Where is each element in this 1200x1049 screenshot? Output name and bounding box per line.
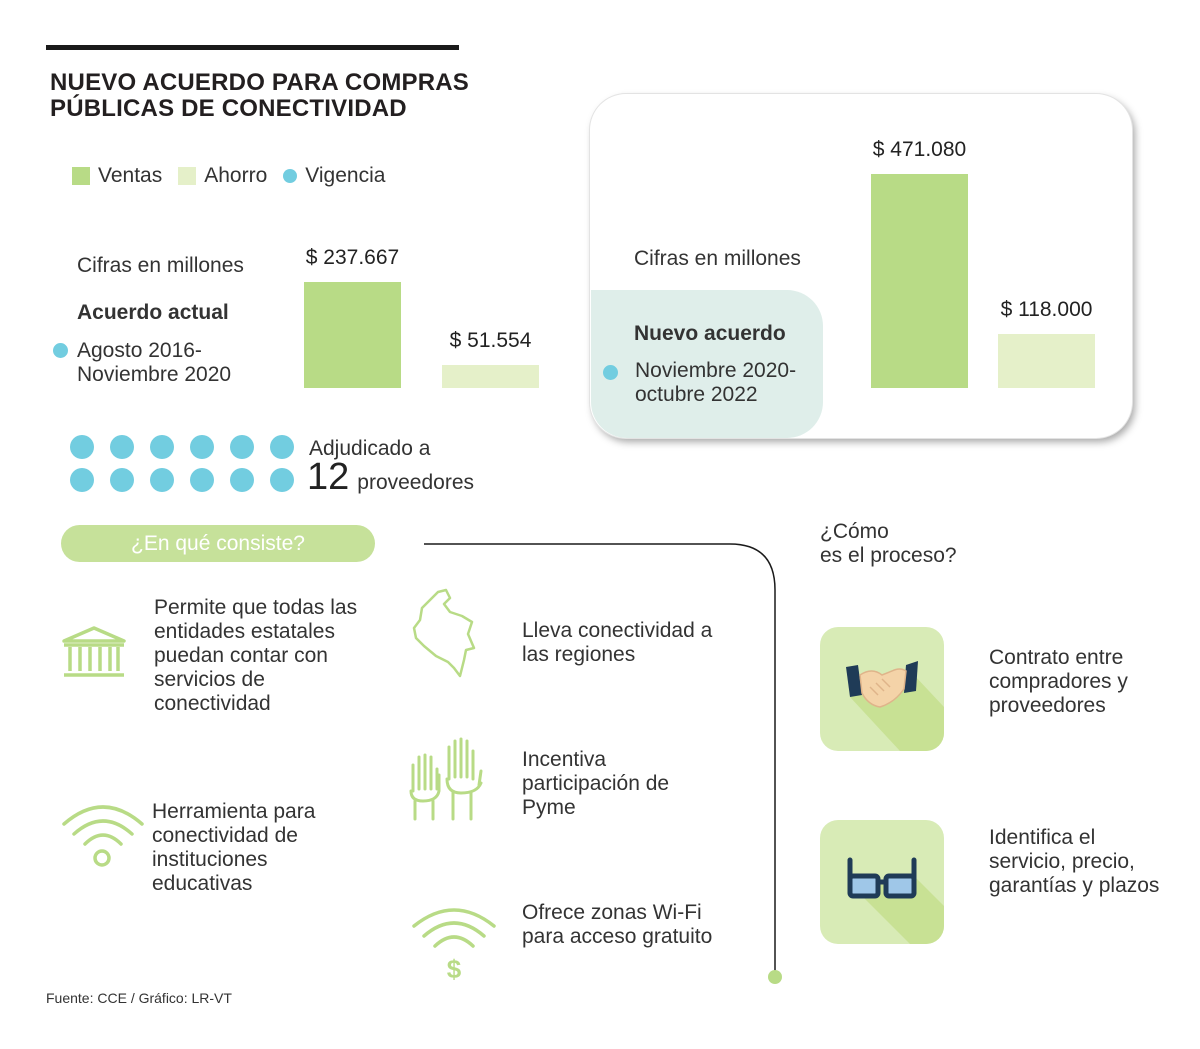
consiste-heading: ¿En qué consiste?	[61, 525, 375, 562]
page-title-line2: PÚBLICAS DE CONECTIVIDAD	[50, 95, 407, 122]
colombia-map-icon	[410, 588, 478, 680]
providers-line2: proveedores	[357, 471, 475, 494]
wifi-icon	[60, 798, 146, 868]
providers-line1: Adjudicado a	[309, 437, 431, 460]
proceso-identifica: Identifica el servicio, precio, garantías y plazos	[989, 826, 1160, 897]
proceso-heading-line2: es el proceso?	[820, 544, 957, 567]
bar-new-ventas	[871, 174, 968, 388]
providers-count: 12	[307, 456, 350, 498]
bar-current-ahorro	[442, 365, 539, 388]
legend-item-ventas	[72, 164, 162, 188]
new-period-dot	[603, 365, 618, 380]
item-wifi: Ofrece zonas Wi-Fi para acceso gratuito	[522, 901, 713, 948]
current-period-line2: Noviembre 2020	[77, 363, 232, 386]
item-educativas: Herramienta para conectividad de instituciones educativas	[152, 800, 316, 895]
legend-label-ahorro: Ahorro	[204, 164, 268, 187]
glasses-box	[820, 820, 944, 944]
provider-dot	[150, 468, 174, 492]
connector-end-dot	[768, 970, 782, 984]
provider-dot	[270, 435, 294, 459]
current-agreement-name: Acuerdo actual	[77, 301, 229, 324]
legend-label-vigencia: Vigencia	[305, 164, 386, 187]
new-agreement-name: Nuevo acuerdo	[634, 322, 786, 345]
provider-dot	[110, 468, 134, 492]
page-title-line1: NUEVO ACUERDO PARA COMPRAS	[50, 69, 470, 96]
provider-dot	[190, 468, 214, 492]
current-units-label: Cifras en millones	[77, 254, 244, 277]
label-current-ahorro: $ 51.554	[449, 329, 532, 352]
item-entidades: Permite que todas las entidades estatales puedan contar con servicios de conectividad	[154, 596, 358, 715]
building-icon	[60, 625, 128, 681]
title-rule	[46, 45, 459, 50]
provider-dot	[150, 435, 174, 459]
raised-hands-icon	[405, 735, 487, 823]
legend-item-vigencia	[283, 164, 385, 188]
label-new-ahorro: $ 118.000	[1000, 298, 1093, 321]
source-footer: Fuente: CCE / Gráfico: LR-VT	[46, 990, 232, 1006]
new-units-label: Cifras en millones	[634, 247, 801, 270]
current-period-line1: Agosto 2016-	[77, 339, 202, 362]
svg-text:$: $	[446, 954, 462, 982]
proceso-heading	[820, 520, 957, 568]
item-pyme: Incentiva participación de Pyme	[522, 748, 670, 819]
provider-dot	[110, 435, 134, 459]
proceso-contrato: Contrato entre compradores y proveedores	[989, 646, 1128, 717]
provider-dot	[70, 435, 94, 459]
legend-dot-vigencia	[283, 169, 297, 183]
label-new-ventas: $ 471.080	[872, 138, 967, 161]
provider-dot	[230, 468, 254, 492]
provider-dot	[190, 435, 214, 459]
provider-dot	[270, 468, 294, 492]
handshake-icon	[820, 627, 944, 751]
provider-dot	[230, 435, 254, 459]
page-title	[50, 70, 530, 122]
providers-count-row	[307, 455, 474, 499]
new-period	[635, 359, 796, 407]
new-period-line2: octubre 2022	[635, 383, 758, 406]
legend-label-ventas: Ventas	[98, 164, 163, 187]
wifi-dollar-icon	[410, 902, 498, 982]
providers-dots	[70, 435, 296, 492]
glasses-icon	[820, 820, 944, 944]
legend-item-ahorro	[178, 164, 267, 188]
legend-swatch-ventas	[72, 167, 90, 185]
current-period-dot	[53, 343, 68, 358]
new-period-line1: Noviembre 2020-	[635, 359, 797, 382]
current-period	[77, 339, 231, 387]
item-regiones: Lleva conectividad a las regiones	[522, 619, 713, 666]
legend-swatch-ahorro	[178, 167, 196, 185]
chart-legend	[72, 164, 401, 188]
handshake-box	[820, 627, 944, 751]
provider-dot	[70, 468, 94, 492]
proceso-heading-line1: ¿Cómo	[820, 520, 889, 543]
bar-current-ventas	[304, 282, 401, 388]
bar-new-ahorro	[998, 334, 1095, 388]
label-current-ventas: $ 237.667	[305, 246, 400, 269]
